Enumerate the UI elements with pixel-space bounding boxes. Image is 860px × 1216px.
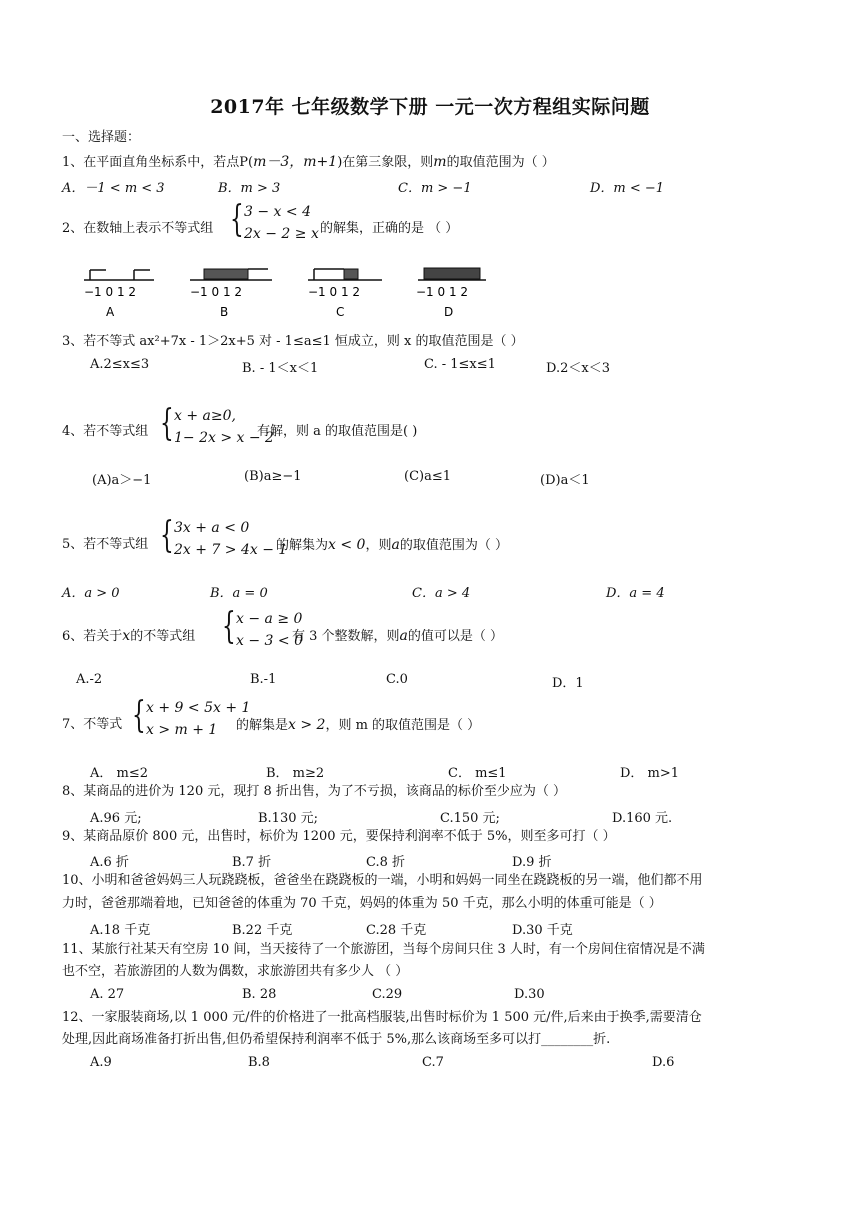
axis-ticks-d: −1 0 1 2 [416, 285, 469, 299]
question-9-option-c: C.8 折 [366, 855, 406, 870]
question-5-option-c: C．a > 4 [412, 586, 471, 601]
question-9-option-a: A.6 折 [90, 855, 129, 870]
number-line-a [84, 270, 154, 319]
label-d: D [444, 305, 454, 319]
question-3-option-b: B. - 1＜x＜1 [242, 361, 319, 376]
question-9-stem: 9、某商品原价 800 元，出售时，标价为 1200 元，要保持利润率不低于 5%，则至多可打（ ） [62, 829, 616, 844]
question-12-line-2: 处理,因此商场准备打折出售,但仍希望保持利润率不低于 5%,那么该商场至多可以打________折. [62, 1032, 611, 1047]
question-2-stem-a: 2、在数轴上表示不等式组 [62, 221, 214, 236]
question-4-option-d: (D)a＜1 [540, 473, 590, 488]
question-8-stem: 8、某商品的进价为 120 元，现打 8 折出售，为了不亏损，该商品的标价至少应为（ ） [62, 784, 567, 799]
question-2-stem-b: 的解集，正确的是 （ ） [320, 221, 459, 236]
question-6-option-d: D．1 [552, 676, 584, 691]
question-3-stem: 3、若不等式 ax²+7x - 1＞2x+5 对 - 1≤a≤1 恒成立，则 x 的取值范围是（ ） [62, 334, 524, 349]
question-10-option-d: D.30 千克 [512, 923, 573, 938]
label-b: B [220, 305, 229, 319]
question-5-stem-b: 的解集为x < 0，则a的取值范围为（ ） [276, 537, 508, 553]
question-3-option-a: A.2≤x≤3 [90, 357, 150, 372]
question-4-option-c: (C)a≤1 [404, 469, 452, 484]
question-12-option-a: A.9 [90, 1055, 112, 1070]
brace-icon: { [222, 606, 236, 647]
question-8-option-a: A.96 元; [90, 811, 142, 826]
section-heading: 一、选择题： [62, 130, 141, 145]
question-7-option-c: C． m≤1 [448, 766, 507, 781]
question-4-option-a: (A)a＞−1 [92, 473, 152, 488]
question-5-system: { 3x + a < 0 2x + 7 > 4x − 1 [160, 515, 288, 558]
question-7-system: { x + 9 < 5x + 1 x > m + 1 [132, 695, 251, 738]
question-10-line-1: 10、小明和爸爸妈妈三人玩跷跷板，爸爸坐在跷跷板的一端，小明和妈妈一同坐在跷跷板的另一端，他们都不用 [62, 873, 703, 888]
question-10-option-b: B.22 千克 [232, 923, 293, 938]
brace-icon: { [160, 403, 174, 444]
question-2-system: { 3 − x < 4 2x − 2 ≥ x [230, 199, 319, 242]
question-7-option-a: A． m≤2 [90, 766, 149, 781]
question-1-option-c: C．m > −1 [398, 181, 472, 196]
question-5-option-a: A．a > 0 [62, 586, 120, 601]
question-8-option-d: D.160 元. [612, 811, 673, 826]
question-11-option-d: D.30 [514, 987, 545, 1002]
label-c: C [336, 305, 345, 319]
question-2-number-lines [82, 262, 522, 320]
question-8-option-b: B.130 元; [258, 811, 319, 826]
question-10-option-a: A.18 千克 [90, 923, 151, 938]
question-12-option-c: C.7 [422, 1055, 444, 1070]
axis-ticks-b: −1 0 1 2 [190, 285, 243, 299]
question-10-line-2: 力时，爸爸那端着地，已知爸爸的体重为 70 千克，妈妈的体重为 50 千克，那么小明的体重可能是（ ） [62, 896, 662, 911]
number-line-figures [82, 262, 522, 320]
question-12-option-d: D.6 [652, 1055, 675, 1070]
question-11-line-1: 11、某旅行社某天有空房 10 间，当天接待了一个旅游团，当每个房间只住 3 人时，有一个房间住宿情况是不满 [62, 942, 705, 957]
question-7-stem-a: 7、不等式 [62, 717, 123, 732]
question-7-option-b: B． m≥2 [266, 766, 325, 781]
question-8-option-c: C.150 元; [440, 811, 500, 826]
question-7-stem-b: 的解集是x > 2，则 m 的取值范围是（ ） [236, 717, 481, 733]
axis-ticks-c: −1 0 1 2 [308, 285, 361, 299]
question-3-option-d: D.2＜x＜3 [546, 361, 610, 376]
question-5-stem-a: 5、若不等式组 [62, 537, 149, 552]
axis-ticks-a: −1 0 1 2 [84, 285, 137, 299]
question-4-option-b: (B)a≥−1 [244, 469, 302, 484]
number-line-d [416, 268, 486, 319]
question-1-stem: 1、在平面直角坐标系中，若点P(m－3，m+1)在第三象限，则m的取值范围为（ ） [62, 154, 555, 170]
question-4-stem-a: 4、若不等式组 [62, 424, 149, 439]
question-12-line-1: 12、一家服装商场,以 1 000 元/件的价格进了一批高档服装,出售时标价为 1 500 元/件,后来由于换季,需要清仓 [62, 1010, 702, 1025]
question-12-option-b: B.8 [248, 1055, 270, 1070]
question-6-system: { x − a ≥ 0 x − 3 < 0 [222, 606, 303, 649]
question-6-option-b: B.-1 [250, 672, 277, 687]
question-1-option-b: B．m > 3 [218, 181, 281, 196]
question-6-option-c: C.0 [386, 672, 408, 687]
page-title: 2017年 七年级数学下册 一元一次方程组实际问题 [210, 96, 650, 118]
brace-icon: { [160, 515, 174, 556]
question-3-option-c: C. - 1≤x≤1 [424, 357, 496, 372]
brace-icon: { [230, 199, 244, 240]
question-1-option-a: A．－1 < m < 3 [62, 181, 165, 196]
question-11-option-a: A. 27 [90, 987, 125, 1002]
question-11-option-b: B. 28 [242, 987, 277, 1002]
question-4-stem-b: 有解，则 a 的取值范围是( ) [257, 424, 418, 439]
number-line-c [308, 269, 382, 319]
brace-icon: { [132, 695, 146, 736]
question-5-option-b: B．a = 0 [210, 586, 268, 601]
question-9-option-b: B.7 折 [232, 855, 272, 870]
question-11-line-2: 也不空，若旅游团的人数为偶数，求旅游团共有多少人 （ ） [62, 964, 409, 979]
question-9-option-d: D.9 折 [512, 855, 552, 870]
question-10-option-c: C.28 千克 [366, 923, 427, 938]
question-6-stem-a: 6、若关于x的不等式组 [62, 628, 196, 644]
number-line-b [190, 269, 272, 319]
label-a: A [106, 305, 115, 319]
question-11-option-c: C.29 [372, 987, 403, 1002]
question-6-option-a: A.-2 [76, 672, 103, 687]
question-6-stem-b: 有 3 个整数解，则a的值可以是（ ） [292, 628, 504, 644]
question-4-system: { x + a≥0, 1− 2x > x − 2 [160, 403, 274, 446]
question-5-option-d: D．a = 4 [606, 586, 665, 601]
question-1-option-d: D．m < −1 [590, 181, 665, 196]
question-7-option-d: D． m>1 [620, 766, 680, 781]
